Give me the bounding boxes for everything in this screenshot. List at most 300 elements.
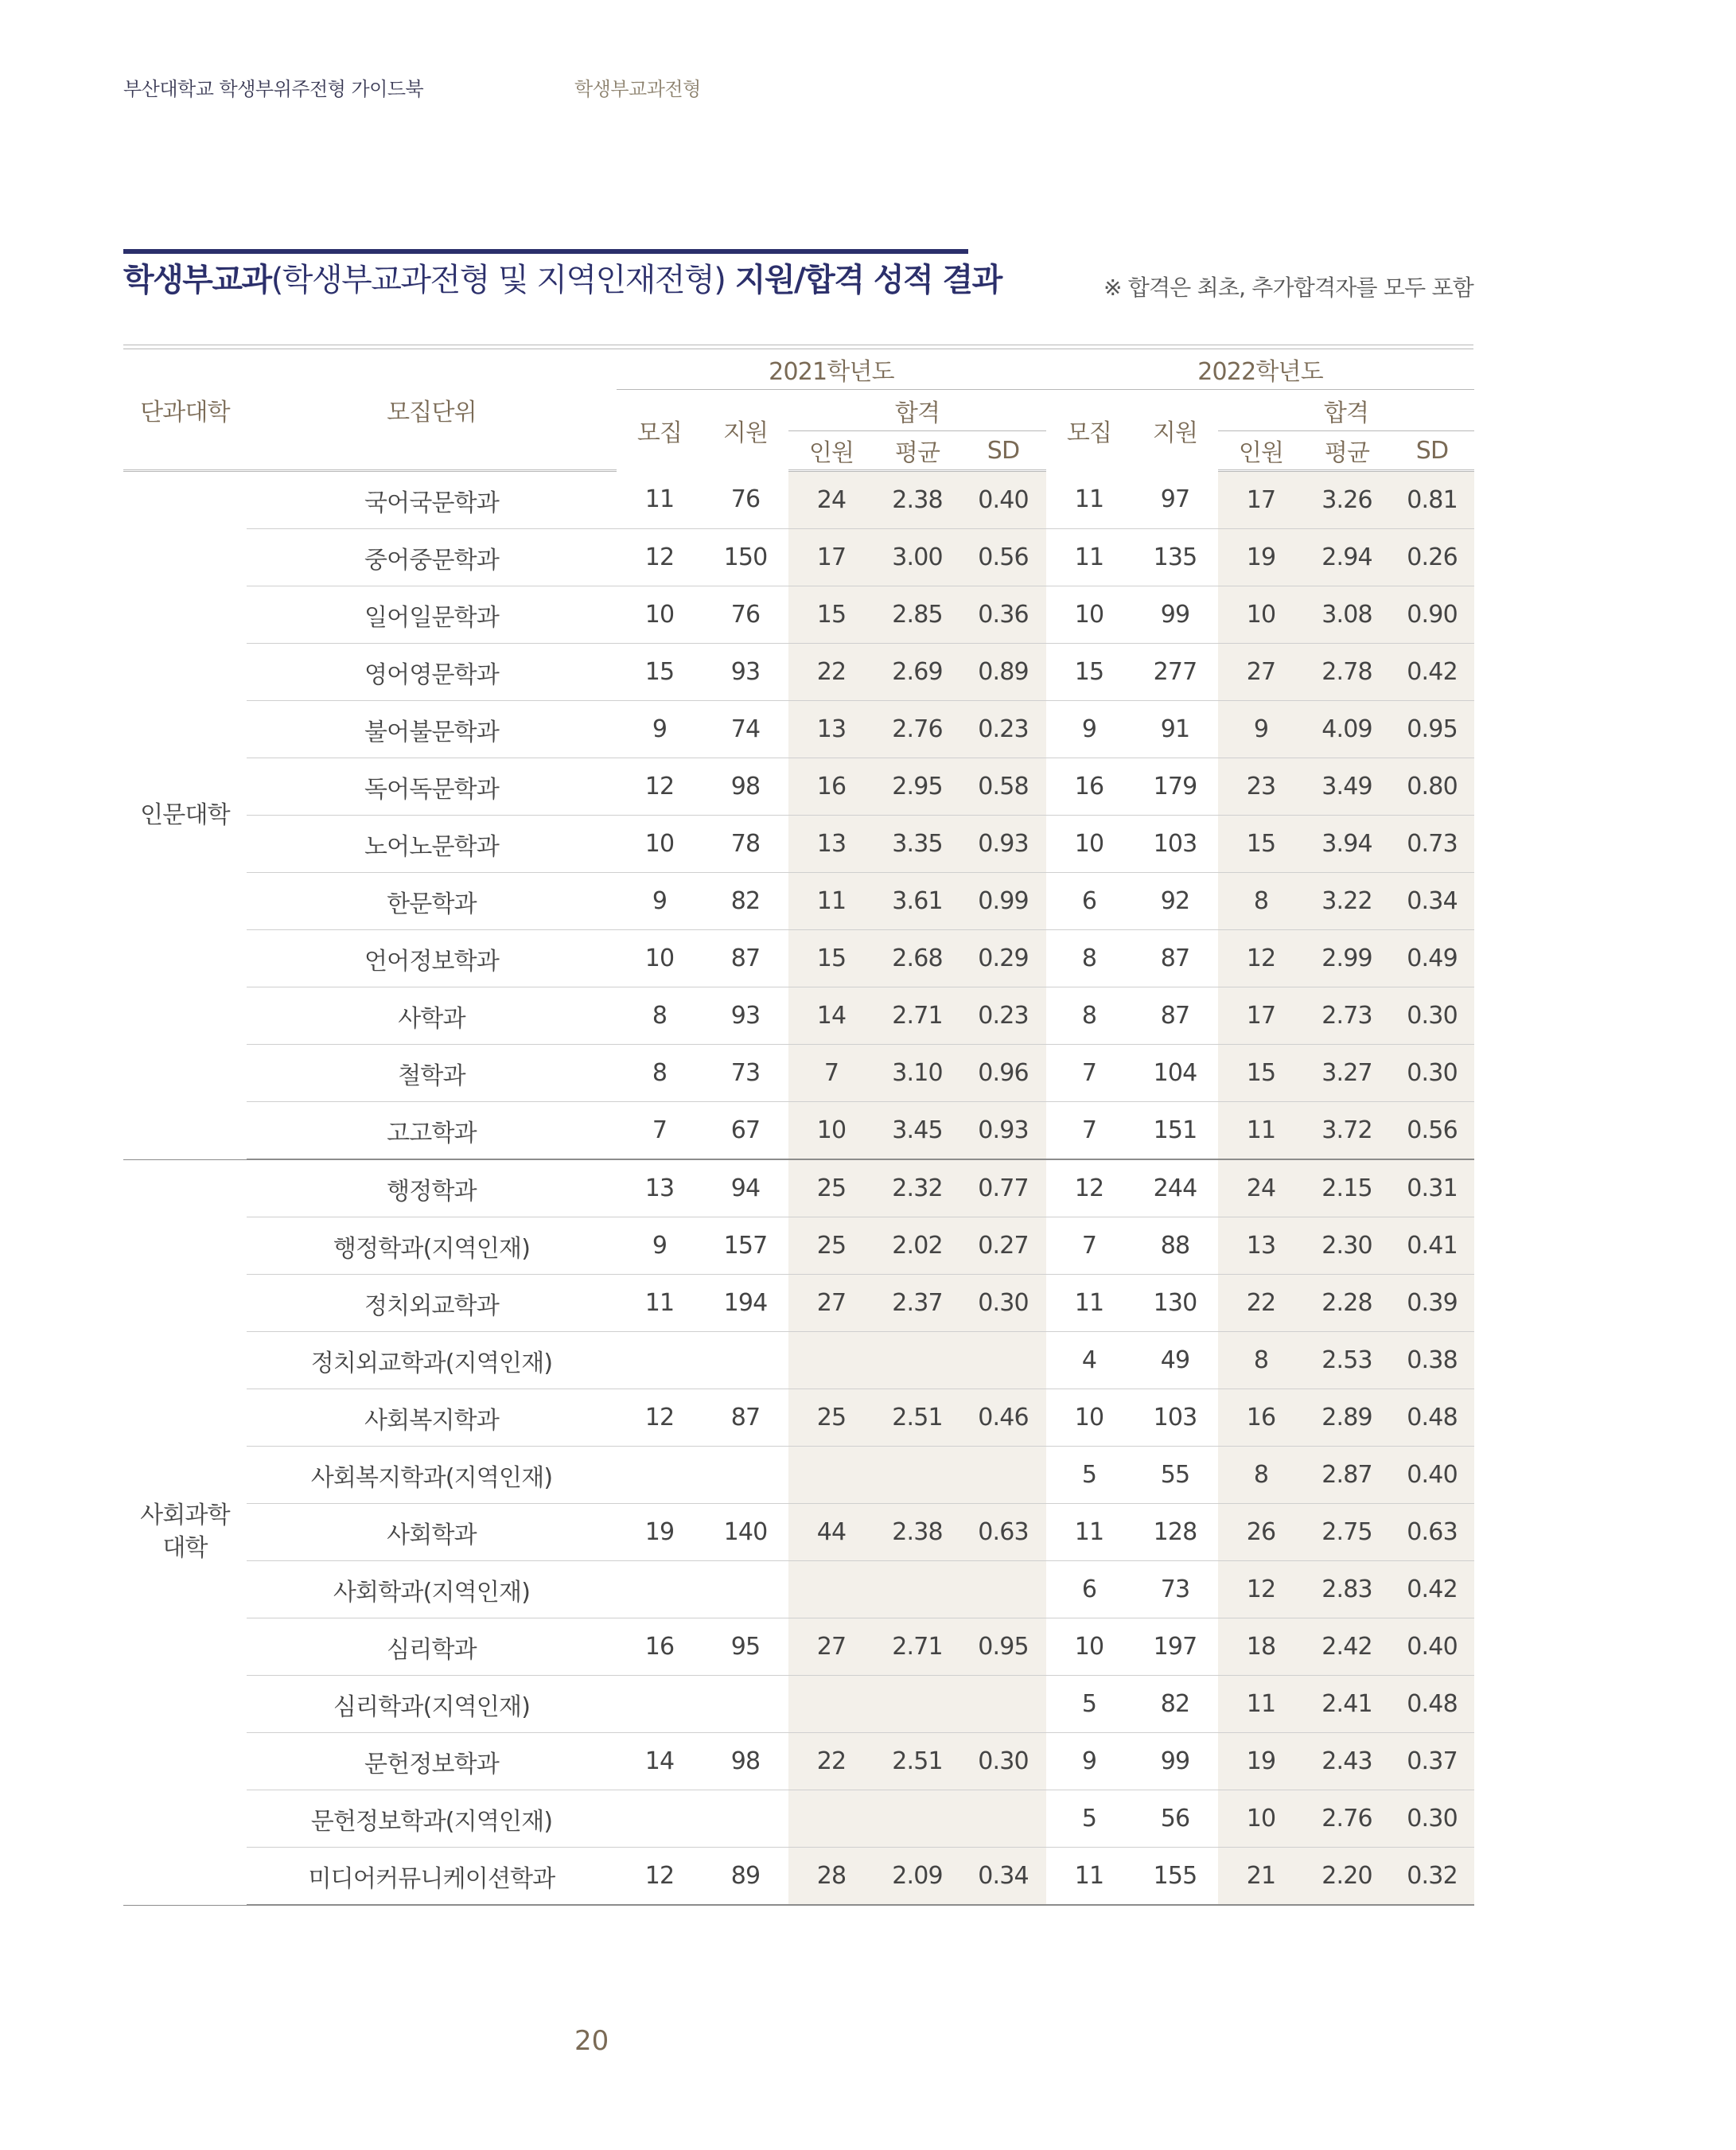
recruit-2022-cell: 11	[1046, 1848, 1132, 1906]
sd-2022-cell: 0.40	[1390, 1618, 1474, 1676]
apply-2021-cell: 78	[703, 816, 788, 873]
avg-2021-cell: 3.45	[874, 1102, 960, 1160]
apply-2022-cell: 151	[1132, 1102, 1218, 1160]
recruit-2021-cell	[617, 1676, 703, 1733]
table-row	[123, 471, 1474, 529]
avg-2022-cell: 2.87	[1304, 1447, 1390, 1504]
recruit-2021-cell	[617, 1790, 703, 1848]
count-2021-cell: 13	[788, 816, 874, 873]
page-title	[123, 255, 1002, 300]
avg-2021-cell: 2.32	[874, 1159, 960, 1217]
table-row	[123, 1217, 1474, 1275]
avg-2021-cell: 2.68	[874, 930, 960, 987]
avg-2021-cell: 3.35	[874, 816, 960, 873]
recruit-2022-cell: 15	[1046, 644, 1132, 701]
apply-2022-cell: 99	[1132, 586, 1218, 644]
count-2022-cell: 27	[1218, 644, 1304, 701]
sd-2021-cell: 0.27	[960, 1217, 1046, 1275]
apply-2022-cell: 179	[1132, 758, 1218, 816]
count-2021-cell: 13	[788, 701, 874, 758]
avg-2022-cell: 3.27	[1304, 1045, 1390, 1102]
count-2022-cell: 12	[1218, 930, 1304, 987]
count-2021-cell	[788, 1447, 874, 1504]
apply-2022-cell: 82	[1132, 1676, 1218, 1733]
sd-2021-cell: 0.95	[960, 1618, 1046, 1676]
sd-2021-cell: 0.89	[960, 644, 1046, 701]
apply-2022-cell: 128	[1132, 1504, 1218, 1561]
apply-2021-cell: 74	[703, 701, 788, 758]
recruit-2022-cell: 5	[1046, 1676, 1132, 1733]
avg-2022-cell: 3.94	[1304, 816, 1390, 873]
count-2021-cell: 11	[788, 873, 874, 930]
sd-2022-cell: 0.48	[1390, 1676, 1474, 1733]
sd-2021-cell: 0.46	[960, 1389, 1046, 1447]
count-2022-cell: 8	[1218, 1447, 1304, 1504]
table-row	[123, 1561, 1474, 1618]
unit-cell: 노어노문학과	[247, 816, 617, 873]
avg-2021-cell	[874, 1790, 960, 1848]
count-2021-cell: 15	[788, 586, 874, 644]
avg-2022-cell: 2.28	[1304, 1275, 1390, 1332]
count-2021-cell: 7	[788, 1045, 874, 1102]
sd-2021-cell: 0.34	[960, 1848, 1046, 1906]
apply-2022-cell: 103	[1132, 1389, 1218, 1447]
count-2021-cell: 17	[788, 529, 874, 586]
table-row	[123, 1102, 1474, 1160]
apply-2021-cell: 67	[703, 1102, 788, 1160]
recruit-2021-cell: 8	[617, 987, 703, 1045]
count-2021-cell	[788, 1561, 874, 1618]
table-row	[123, 1045, 1474, 1102]
table-row	[123, 1332, 1474, 1389]
sd-2022-cell: 0.42	[1390, 644, 1474, 701]
apply-2021-cell: 194	[703, 1275, 788, 1332]
table-row	[123, 529, 1474, 586]
recruit-2021-cell: 16	[617, 1618, 703, 1676]
count-2021-cell: 28	[788, 1848, 874, 1906]
college-cell: 사회과학 대학	[123, 1159, 247, 1905]
table-row	[123, 930, 1474, 987]
page-number: 20	[574, 2025, 609, 2057]
header-sd-2021: SD	[960, 431, 1046, 471]
apply-2021-cell: 87	[703, 1389, 788, 1447]
recruit-2022-cell: 9	[1046, 701, 1132, 758]
apply-2022-cell: 104	[1132, 1045, 1218, 1102]
recruit-2021-cell: 10	[617, 586, 703, 644]
recruit-2022-cell: 9	[1046, 1733, 1132, 1790]
sd-2022-cell: 0.81	[1390, 471, 1474, 529]
sd-2021-cell: 0.40	[960, 471, 1046, 529]
unit-cell: 행정학과	[247, 1159, 617, 1217]
avg-2021-cell	[874, 1561, 960, 1618]
avg-2021-cell: 3.10	[874, 1045, 960, 1102]
apply-2021-cell	[703, 1676, 788, 1733]
recruit-2021-cell: 10	[617, 816, 703, 873]
apply-2021-cell: 76	[703, 471, 788, 529]
avg-2021-cell: 2.95	[874, 758, 960, 816]
count-2022-cell: 18	[1218, 1618, 1304, 1676]
sd-2022-cell: 0.39	[1390, 1275, 1474, 1332]
table-row	[123, 1504, 1474, 1561]
header-avg-2021: 평균	[874, 431, 960, 471]
count-2022-cell: 15	[1218, 816, 1304, 873]
header-college: 단과대학	[123, 349, 247, 471]
sd-2021-cell: 0.93	[960, 1102, 1046, 1160]
sd-2021-cell: 0.96	[960, 1045, 1046, 1102]
unit-cell: 미디어커뮤니케이션학과	[247, 1848, 617, 1906]
apply-2021-cell: 76	[703, 586, 788, 644]
avg-2022-cell: 2.75	[1304, 1504, 1390, 1561]
count-2021-cell: 44	[788, 1504, 874, 1561]
apply-2022-cell: 99	[1132, 1733, 1218, 1790]
recruit-2021-cell: 12	[617, 758, 703, 816]
sd-2022-cell: 0.32	[1390, 1848, 1474, 1906]
recruit-2021-cell: 10	[617, 930, 703, 987]
count-2022-cell: 19	[1218, 1733, 1304, 1790]
header-year-2021: 2021학년도	[617, 349, 1046, 390]
count-2021-cell: 24	[788, 471, 874, 529]
sd-2021-cell: 0.23	[960, 701, 1046, 758]
avg-2022-cell: 4.09	[1304, 701, 1390, 758]
sd-2022-cell: 0.56	[1390, 1102, 1474, 1160]
apply-2021-cell: 95	[703, 1618, 788, 1676]
recruit-2021-cell: 11	[617, 471, 703, 529]
recruit-2022-cell: 10	[1046, 1389, 1132, 1447]
recruit-2022-cell: 10	[1046, 586, 1132, 644]
count-2022-cell: 19	[1218, 529, 1304, 586]
footnote: ※ 합격은 최초, 추가합격자를 모두 포함	[1103, 275, 1473, 301]
unit-cell: 영어영문학과	[247, 644, 617, 701]
sd-2022-cell: 0.80	[1390, 758, 1474, 816]
count-2022-cell: 10	[1218, 1790, 1304, 1848]
unit-cell: 독어독문학과	[247, 758, 617, 816]
sd-2021-cell: 0.58	[960, 758, 1046, 816]
recruit-2021-cell: 19	[617, 1504, 703, 1561]
recruit-2021-cell: 9	[617, 1217, 703, 1275]
header-recruit-2022: 모집	[1066, 419, 1112, 447]
section-name: 학생부교과전형	[574, 78, 701, 100]
count-2022-cell: 10	[1218, 586, 1304, 644]
sd-2022-cell: 0.90	[1390, 586, 1474, 644]
table-body	[123, 471, 1474, 1906]
count-2022-cell: 21	[1218, 1848, 1304, 1906]
avg-2022-cell: 2.30	[1304, 1217, 1390, 1275]
apply-2021-cell: 150	[703, 529, 788, 586]
header-unit: 모집단위	[247, 349, 617, 471]
recruit-2022-cell: 11	[1046, 1275, 1132, 1332]
apply-2022-cell: 244	[1132, 1159, 1218, 1217]
recruit-2022-cell: 8	[1046, 930, 1132, 987]
recruit-2021-cell	[617, 1447, 703, 1504]
unit-cell: 사회복지학과	[247, 1389, 617, 1447]
recruit-2021-cell: 15	[617, 644, 703, 701]
recruit-2021-cell: 9	[617, 701, 703, 758]
title-rule	[123, 249, 968, 254]
sd-2021-cell	[960, 1790, 1046, 1848]
apply-2021-cell: 73	[703, 1045, 788, 1102]
recruit-2021-cell: 12	[617, 1389, 703, 1447]
sd-2021-cell	[960, 1561, 1046, 1618]
unit-cell: 사회복지학과(지역인재)	[247, 1447, 617, 1504]
guidebook-title: 부산대학교 학생부위주전형 가이드북	[123, 78, 424, 100]
recruit-2021-cell: 11	[617, 1275, 703, 1332]
sd-2022-cell: 0.31	[1390, 1159, 1474, 1217]
avg-2021-cell: 2.37	[874, 1275, 960, 1332]
apply-2022-cell: 92	[1132, 873, 1218, 930]
table-row	[123, 644, 1474, 701]
sd-2022-cell: 0.34	[1390, 873, 1474, 930]
recruit-2021-cell: 8	[617, 1045, 703, 1102]
apply-2022-cell: 56	[1132, 1790, 1218, 1848]
count-2021-cell	[788, 1332, 874, 1389]
avg-2022-cell: 3.49	[1304, 758, 1390, 816]
count-2022-cell: 17	[1218, 471, 1304, 529]
unit-cell: 정치외교학과	[247, 1275, 617, 1332]
unit-cell: 심리학과	[247, 1618, 617, 1676]
apply-2022-cell: 277	[1132, 644, 1218, 701]
count-2021-cell: 22	[788, 1733, 874, 1790]
header-avg-2022: 평균	[1304, 431, 1390, 471]
avg-2021-cell	[874, 1676, 960, 1733]
sd-2022-cell: 0.95	[1390, 701, 1474, 758]
avg-2021-cell: 3.61	[874, 873, 960, 930]
avg-2022-cell: 2.99	[1304, 930, 1390, 987]
avg-2022-cell: 2.53	[1304, 1332, 1390, 1389]
sd-2022-cell: 0.40	[1390, 1447, 1474, 1504]
recruit-2021-cell: 12	[617, 529, 703, 586]
count-2022-cell: 9	[1218, 701, 1304, 758]
unit-cell: 심리학과(지역인재)	[247, 1676, 617, 1733]
recruit-2021-cell	[617, 1561, 703, 1618]
table-row	[123, 1733, 1474, 1790]
apply-2022-cell: 103	[1132, 816, 1218, 873]
avg-2022-cell: 2.89	[1304, 1389, 1390, 1447]
table-row	[123, 1389, 1474, 1447]
sd-2021-cell: 0.36	[960, 586, 1046, 644]
sd-2021-cell: 0.56	[960, 529, 1046, 586]
header-count-2021: 인원	[788, 431, 874, 471]
recruit-2021-cell: 9	[617, 873, 703, 930]
sd-2022-cell: 0.30	[1390, 1790, 1474, 1848]
recruit-2021-cell: 14	[617, 1733, 703, 1790]
count-2022-cell: 16	[1218, 1389, 1304, 1447]
apply-2022-cell: 88	[1132, 1217, 1218, 1275]
unit-cell: 언어정보학과	[247, 930, 617, 987]
recruit-2022-cell: 7	[1046, 1045, 1132, 1102]
avg-2022-cell: 2.73	[1304, 987, 1390, 1045]
apply-2021-cell: 140	[703, 1504, 788, 1561]
unit-cell: 사회학과(지역인재)	[247, 1561, 617, 1618]
sd-2021-cell	[960, 1447, 1046, 1504]
recruit-2021-cell	[617, 1332, 703, 1389]
unit-cell: 불어불문학과	[247, 701, 617, 758]
sd-2021-cell: 0.77	[960, 1159, 1046, 1217]
avg-2022-cell: 2.41	[1304, 1676, 1390, 1733]
avg-2022-cell: 2.15	[1304, 1159, 1390, 1217]
header-apply-2022: 지원	[1152, 419, 1198, 447]
sd-2022-cell: 0.30	[1390, 987, 1474, 1045]
count-2022-cell: 13	[1218, 1217, 1304, 1275]
sd-2022-cell: 0.49	[1390, 930, 1474, 987]
unit-cell: 한문학과	[247, 873, 617, 930]
unit-cell: 행정학과(지역인재)	[247, 1217, 617, 1275]
recruit-2022-cell: 5	[1046, 1790, 1132, 1848]
recruit-2022-cell: 7	[1046, 1217, 1132, 1275]
header-apply-2021: 지원	[722, 419, 769, 447]
unit-cell: 국어국문학과	[247, 471, 617, 529]
count-2021-cell	[788, 1790, 874, 1848]
count-2021-cell: 25	[788, 1159, 874, 1217]
sd-2022-cell: 0.38	[1390, 1332, 1474, 1389]
avg-2021-cell	[874, 1332, 960, 1389]
college-cell: 인문대학	[123, 471, 247, 1160]
recruit-2022-cell: 8	[1046, 987, 1132, 1045]
title-paren: (학생부교과전형 및 지역인재전형)	[271, 262, 726, 298]
apply-2021-cell: 94	[703, 1159, 788, 1217]
table-row	[123, 816, 1474, 873]
sd-2022-cell: 0.48	[1390, 1389, 1474, 1447]
avg-2021-cell	[874, 1447, 960, 1504]
avg-2021-cell: 2.38	[874, 471, 960, 529]
recruit-2021-cell: 12	[617, 1848, 703, 1906]
recruit-2022-cell: 6	[1046, 1561, 1132, 1618]
count-2022-cell: 11	[1218, 1102, 1304, 1160]
header-pass-2022: 합격	[1218, 390, 1474, 431]
avg-2022-cell: 2.42	[1304, 1618, 1390, 1676]
avg-2022-cell: 2.78	[1304, 644, 1390, 701]
unit-cell: 정치외교학과(지역인재)	[247, 1332, 617, 1389]
recruit-2022-cell: 16	[1046, 758, 1132, 816]
apply-2021-cell: 89	[703, 1848, 788, 1906]
apply-2022-cell: 87	[1132, 987, 1218, 1045]
avg-2022-cell: 2.20	[1304, 1848, 1390, 1906]
avg-2021-cell: 3.00	[874, 529, 960, 586]
results-table-container	[123, 345, 1473, 1906]
sd-2022-cell: 0.30	[1390, 1045, 1474, 1102]
unit-cell: 문헌정보학과(지역인재)	[247, 1790, 617, 1848]
sd-2022-cell: 0.42	[1390, 1561, 1474, 1618]
avg-2022-cell: 3.22	[1304, 873, 1390, 930]
sd-2021-cell: 0.30	[960, 1275, 1046, 1332]
apply-2021-cell: 98	[703, 758, 788, 816]
count-2021-cell: 25	[788, 1389, 874, 1447]
sd-2022-cell: 0.41	[1390, 1217, 1474, 1275]
recruit-2022-cell: 7	[1046, 1102, 1132, 1160]
sd-2022-cell: 0.73	[1390, 816, 1474, 873]
sd-2021-cell: 0.93	[960, 816, 1046, 873]
apply-2022-cell: 197	[1132, 1618, 1218, 1676]
unit-cell: 철학과	[247, 1045, 617, 1102]
avg-2021-cell: 2.85	[874, 586, 960, 644]
sd-2021-cell	[960, 1332, 1046, 1389]
count-2021-cell	[788, 1676, 874, 1733]
header-pass-2021: 합격	[788, 390, 1046, 431]
table-row	[123, 1790, 1474, 1848]
count-2021-cell: 14	[788, 987, 874, 1045]
sd-2021-cell: 0.29	[960, 930, 1046, 987]
apply-2022-cell: 135	[1132, 529, 1218, 586]
avg-2021-cell: 2.71	[874, 1618, 960, 1676]
avg-2021-cell: 2.09	[874, 1848, 960, 1906]
apply-2022-cell: 97	[1132, 471, 1218, 529]
count-2022-cell: 12	[1218, 1561, 1304, 1618]
apply-2022-cell: 91	[1132, 701, 1218, 758]
avg-2021-cell: 2.38	[874, 1504, 960, 1561]
apply-2021-cell: 98	[703, 1733, 788, 1790]
title-main: 학생부교과	[123, 262, 271, 298]
apply-2021-cell: 157	[703, 1217, 788, 1275]
avg-2021-cell: 2.71	[874, 987, 960, 1045]
apply-2021-cell: 82	[703, 873, 788, 930]
recruit-2021-cell: 13	[617, 1159, 703, 1217]
sd-2021-cell: 0.23	[960, 987, 1046, 1045]
sd-2021-cell: 0.30	[960, 1733, 1046, 1790]
unit-cell: 사학과	[247, 987, 617, 1045]
count-2021-cell: 15	[788, 930, 874, 987]
header-year-2022: 2022학년도	[1046, 349, 1474, 390]
recruit-2022-cell: 11	[1046, 529, 1132, 586]
header-count-2022: 인원	[1218, 431, 1304, 471]
sd-2021-cell	[960, 1676, 1046, 1733]
count-2022-cell: 24	[1218, 1159, 1304, 1217]
recruit-2022-cell: 6	[1046, 873, 1132, 930]
count-2021-cell: 22	[788, 644, 874, 701]
table-row	[123, 1275, 1474, 1332]
recruit-2022-cell: 11	[1046, 471, 1132, 529]
count-2022-cell: 15	[1218, 1045, 1304, 1102]
apply-2021-cell	[703, 1790, 788, 1848]
sd-2022-cell: 0.63	[1390, 1504, 1474, 1561]
count-2022-cell: 26	[1218, 1504, 1304, 1561]
unit-cell: 문헌정보학과	[247, 1733, 617, 1790]
avg-2022-cell: 2.83	[1304, 1561, 1390, 1618]
sd-2021-cell: 0.63	[960, 1504, 1046, 1561]
table-row	[123, 1676, 1474, 1733]
avg-2021-cell: 2.02	[874, 1217, 960, 1275]
unit-cell: 중어중문학과	[247, 529, 617, 586]
avg-2021-cell: 2.69	[874, 644, 960, 701]
count-2021-cell: 27	[788, 1275, 874, 1332]
unit-cell: 일어일문학과	[247, 586, 617, 644]
count-2022-cell: 8	[1218, 873, 1304, 930]
avg-2022-cell: 2.94	[1304, 529, 1390, 586]
recruit-2022-cell: 12	[1046, 1159, 1132, 1217]
table-row	[123, 1159, 1474, 1217]
count-2021-cell: 16	[788, 758, 874, 816]
apply-2022-cell: 130	[1132, 1275, 1218, 1332]
avg-2022-cell: 2.43	[1304, 1733, 1390, 1790]
avg-2022-cell: 3.72	[1304, 1102, 1390, 1160]
header-sd-2022: SD	[1390, 431, 1474, 471]
count-2022-cell: 23	[1218, 758, 1304, 816]
apply-2022-cell: 155	[1132, 1848, 1218, 1906]
recruit-2022-cell: 10	[1046, 816, 1132, 873]
count-2022-cell: 22	[1218, 1275, 1304, 1332]
sd-2022-cell: 0.37	[1390, 1733, 1474, 1790]
title-suffix: 지원/합격 성적 결과	[725, 262, 1002, 298]
avg-2021-cell: 2.51	[874, 1733, 960, 1790]
avg-2021-cell: 2.76	[874, 701, 960, 758]
apply-2022-cell: 73	[1132, 1561, 1218, 1618]
sd-2021-cell: 0.99	[960, 873, 1046, 930]
apply-2021-cell: 93	[703, 987, 788, 1045]
recruit-2022-cell: 5	[1046, 1447, 1132, 1504]
apply-2022-cell: 49	[1132, 1332, 1218, 1389]
count-2022-cell: 11	[1218, 1676, 1304, 1733]
count-2022-cell: 8	[1218, 1332, 1304, 1389]
sd-2022-cell: 0.26	[1390, 529, 1474, 586]
apply-2021-cell	[703, 1447, 788, 1504]
